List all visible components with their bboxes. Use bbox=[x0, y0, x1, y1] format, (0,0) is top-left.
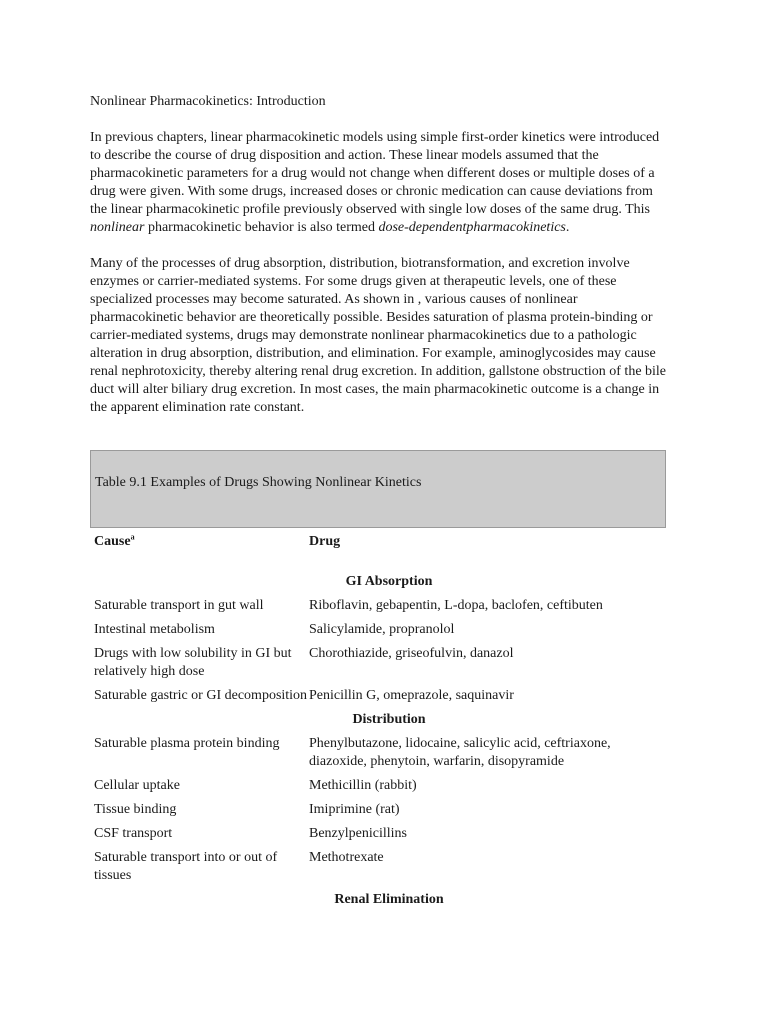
table-row bbox=[94, 735, 664, 777]
cell-drug: Salicylamide, propranolol bbox=[309, 622, 455, 637]
cell-cause: Saturable plasma protein binding bbox=[94, 736, 280, 751]
cell-cause: Saturable transport in gut wall bbox=[94, 598, 264, 613]
table-caption: Table 9.1 Examples of Drugs Showing Nonlinear Kinetics bbox=[95, 475, 422, 490]
cell-drug: Imiprimine (rat) bbox=[309, 802, 400, 817]
paragraph-intro-end: . bbox=[565, 220, 570, 235]
header-drug: Drug bbox=[309, 534, 341, 549]
header-cause-footnote: a bbox=[130, 532, 135, 542]
table-caption-box bbox=[90, 450, 666, 528]
table-body bbox=[94, 573, 664, 915]
cell-drug: Chorothiazide, griseofulvin, danazol bbox=[309, 646, 514, 661]
cell-drug: Riboflavin, gebapentin, L-dopa, baclofen, ceftibuten bbox=[309, 598, 603, 613]
cell-drug: Phenylbutazone, lidocaine, salicylic acid, ceftriaxone, diazoxide, phenytoin, warfarin, disopyramide bbox=[309, 736, 611, 769]
section-heading: Distribution bbox=[352, 712, 426, 727]
document-body bbox=[90, 93, 670, 417]
table-header-row bbox=[94, 533, 664, 573]
cell-cause: Cellular uptake bbox=[94, 778, 180, 793]
cell-drug: Methotrexate bbox=[309, 850, 384, 865]
paragraph-intro bbox=[90, 129, 670, 237]
paragraph-intro-mid: pharmacokinetic behavior is also termed bbox=[144, 220, 379, 235]
cell-drug: Penicillin G, omeprazole, saquinavir bbox=[309, 688, 514, 703]
cell-cause: Saturable transport into or out of tissues bbox=[94, 850, 278, 883]
section-heading: Renal Elimination bbox=[334, 892, 444, 907]
section-heading: GI Absorption bbox=[345, 574, 433, 589]
header-cause-label: Cause bbox=[94, 534, 131, 549]
header-cause bbox=[94, 533, 309, 573]
document-heading: Nonlinear Pharmacokinetics: Introduction bbox=[90, 94, 326, 109]
emphasis-nonlinear: nonlinear bbox=[90, 220, 145, 235]
cell-cause: Drugs with low solubility in GI but relatively high dose bbox=[94, 646, 292, 679]
cell-drug: Benzylpenicillins bbox=[309, 826, 407, 841]
cell-cause: Intestinal metabolism bbox=[94, 622, 215, 637]
cell-drug: Methicillin (rabbit) bbox=[309, 778, 417, 793]
paragraph-processes: Many of the processes of drug absorption, distribution, biotransformation, and excretion involve enzymes or carrier-mediated systems. For some drugs given at therapeutic levels, one of these specialized processes may become saturated. As shown in , various causes of nonlinear pharmacokinetic behavior are theoretically possible. Besides saturation of plasma protein-binding or carrier-mediated systems, drugs may demonstrate nonlinear pharmacokinetics due to a pathologic alteration in drug absorption, distribution, and elimination. For example, aminoglycosides may cause renal nephrotoxicity, thereby altering renal drug excretion. In addition, gallstone obstruction of the bile duct will alter biliary drug excretion. In most cases, the main pharmacokinetic outcome is a change in the apparent elimination rate constant. bbox=[90, 256, 667, 415]
cell-cause: CSF transport bbox=[94, 826, 173, 841]
table-row bbox=[94, 645, 664, 687]
drug-table bbox=[94, 533, 664, 915]
cell-cause: Saturable gastric or GI decomposition bbox=[94, 688, 308, 703]
table-row bbox=[94, 621, 664, 645]
cell-cause: Tissue binding bbox=[94, 802, 177, 817]
table-row bbox=[94, 687, 664, 711]
table-row bbox=[94, 597, 664, 621]
table-row bbox=[94, 849, 664, 891]
table-row bbox=[94, 825, 664, 849]
emphasis-dose-dependent: dose-dependentpharmacokinetics bbox=[378, 220, 566, 235]
paragraph-intro-text: In previous chapters, linear pharmacokinetic models using simple first-order kinetics were introduced to describe the course of drug disposition and action. These linear models assumed that the pharmacokinetic parameters for a drug would not change when different doses or multiple doses of a drug were given. With some drugs, increased doses or chronic medication can cause deviations from the linear pharmacokinetic profile previously observed with single low doses of the same drug. This bbox=[90, 130, 660, 217]
table-row bbox=[94, 801, 664, 825]
table-row bbox=[94, 777, 664, 801]
